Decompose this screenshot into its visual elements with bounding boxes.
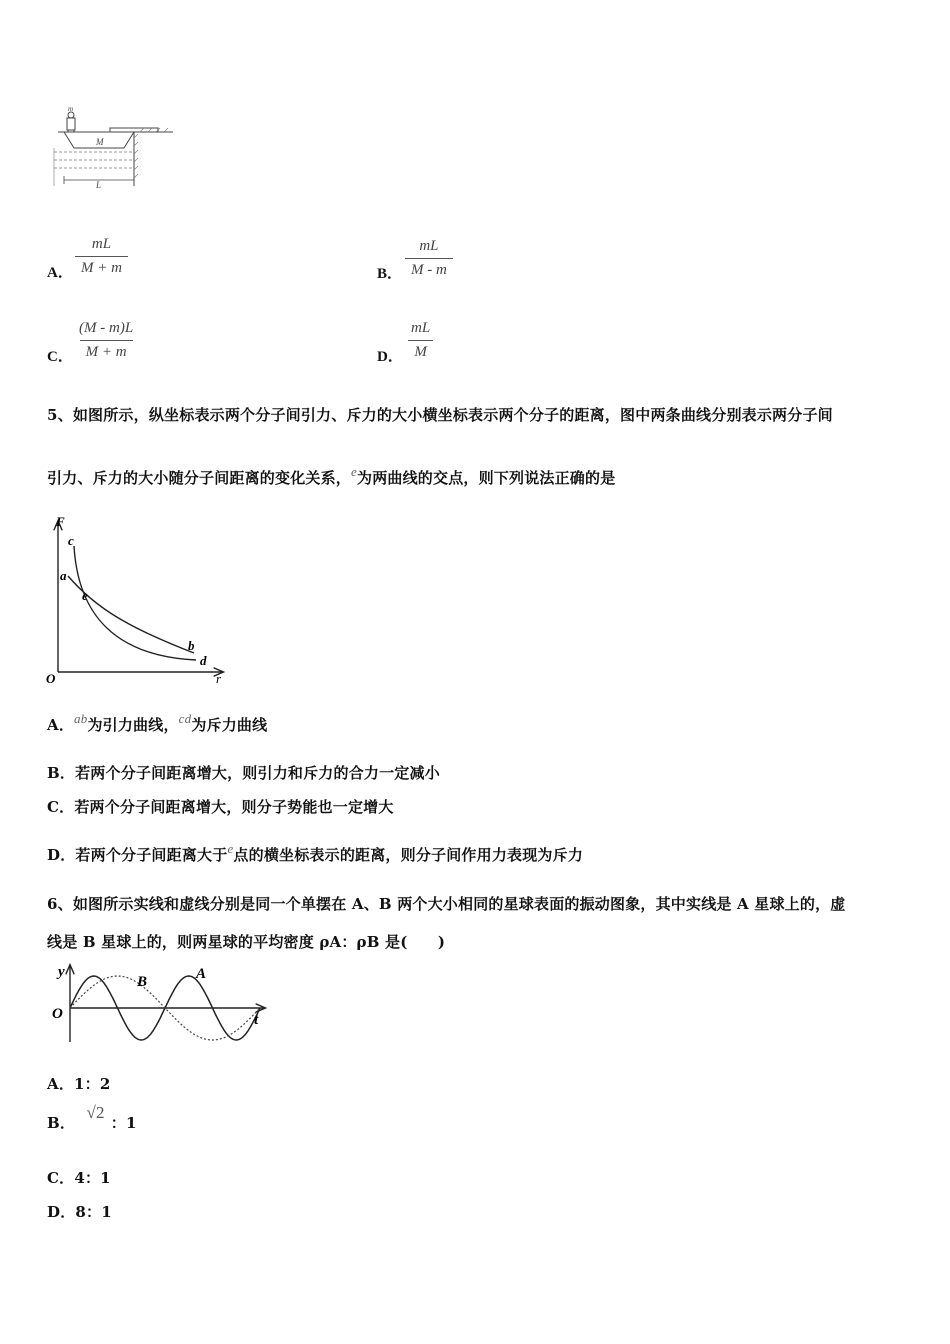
- axis-y: y: [58, 964, 65, 980]
- numerator: mL: [419, 238, 439, 254]
- option-text: ：1: [110, 1114, 137, 1132]
- fraction: [73, 320, 139, 361]
- option-text: 4：1: [74, 1169, 111, 1187]
- numerator: mL: [91, 236, 112, 252]
- option-label: C．: [47, 798, 75, 816]
- axis-r: r: [216, 671, 222, 686]
- force-curve-figure: [44, 514, 234, 689]
- option-text: 若两个分子间距离大于: [75, 846, 228, 864]
- option-label: D．: [47, 1203, 76, 1221]
- q6-option-b[interactable]: [47, 1103, 137, 1133]
- fraction: [405, 238, 453, 279]
- option-label: C．: [47, 1169, 75, 1187]
- symbol-cd: cd: [178, 711, 192, 726]
- point-e: e: [227, 841, 234, 856]
- q5-option-c[interactable]: [47, 796, 394, 817]
- option-label: D．: [377, 349, 403, 365]
- axis-O: O: [46, 671, 56, 686]
- point-e: e: [351, 464, 357, 479]
- oscillation-figure: [46, 962, 272, 1046]
- fraction: [405, 320, 436, 361]
- q6-stem-line1: 6、如图所示实线和虚线分别是同一个单摆在 A、B 两个大小相同的星球表面的振动图象，其中实线是 A 星球上的，虚: [47, 895, 846, 913]
- q5-stem-line1: 5、如图所示，纵坐标表示两个分子间引力、斥力的大小横坐标表示两个分子的距离，图中两条曲线分别表示两分子间: [47, 406, 833, 424]
- q6-stem-line2: 线是 B 星球上的，则两星球的平均密度 ρA：ρB 是( ): [47, 933, 446, 951]
- q6-option-d[interactable]: [47, 1201, 112, 1222]
- numerator: (M - m)L: [79, 320, 134, 336]
- option-text: 8：1: [75, 1203, 112, 1221]
- sqrt-two: √2: [86, 1103, 105, 1122]
- curve-label-a: a: [60, 568, 67, 583]
- fraction: [75, 236, 128, 277]
- boat-figure: [48, 104, 178, 194]
- option-label: C．: [47, 349, 73, 365]
- axis-F: F: [56, 514, 65, 529]
- stem-text-a: 引力、斥力的大小随分子间距离的变化关系，: [47, 469, 352, 487]
- option-label: B．: [377, 266, 403, 282]
- curve-label-c: c: [68, 533, 74, 548]
- q4-option-d[interactable]: [377, 320, 477, 366]
- q6-option-a[interactable]: [47, 1073, 111, 1094]
- option-text: 1：2: [74, 1075, 111, 1093]
- denominator: M - m: [405, 258, 453, 279]
- q5-option-a[interactable]: [47, 711, 268, 735]
- q4-option-c[interactable]: [47, 320, 187, 366]
- point-label-e: e: [82, 588, 88, 603]
- label-B: B: [137, 974, 148, 990]
- q5-stem-line2: [47, 464, 616, 488]
- curve-label-b: b: [188, 638, 195, 653]
- axis-O: O: [52, 1006, 63, 1022]
- option-label: A．: [47, 265, 73, 281]
- option-label: A．: [47, 1075, 75, 1093]
- stem-text-b: 为两曲线的交点，则下列说法正确的是: [357, 469, 616, 487]
- label-A: A: [196, 966, 207, 982]
- denominator: M: [408, 340, 433, 361]
- q5-option-d[interactable]: [47, 841, 584, 865]
- option-label: B．: [47, 1114, 76, 1132]
- option-text: 若两个分子间距离增大，则分子势能也一定增大: [74, 798, 394, 816]
- curve-label-d: d: [200, 653, 207, 668]
- axis-t: t: [254, 1012, 259, 1028]
- option-label: A．: [47, 716, 75, 734]
- fig4-label-M: M: [96, 137, 104, 147]
- option-text: 为斥力曲线: [191, 716, 268, 734]
- fig4-label-L: L: [96, 180, 102, 190]
- q4-option-a[interactable]: [47, 236, 167, 282]
- option-label: B．: [47, 764, 76, 782]
- q5-option-b[interactable]: [47, 762, 440, 783]
- denominator: M + m: [80, 340, 133, 361]
- symbol-ab: ab: [74, 711, 88, 726]
- option-text: 点的横坐标表示的距离，则分子间作用力表现为斥力: [233, 846, 584, 864]
- option-text: 为引力曲线，: [87, 716, 179, 734]
- option-text: 若两个分子间距离增大，则引力和斥力的合力一定减小: [75, 764, 440, 782]
- numerator: mL: [411, 320, 431, 336]
- denominator: M + m: [75, 256, 128, 277]
- option-label: D．: [47, 846, 76, 864]
- q6-option-c[interactable]: [47, 1167, 111, 1188]
- q4-option-b[interactable]: [377, 238, 497, 284]
- fig4-label-m: m: [68, 105, 74, 113]
